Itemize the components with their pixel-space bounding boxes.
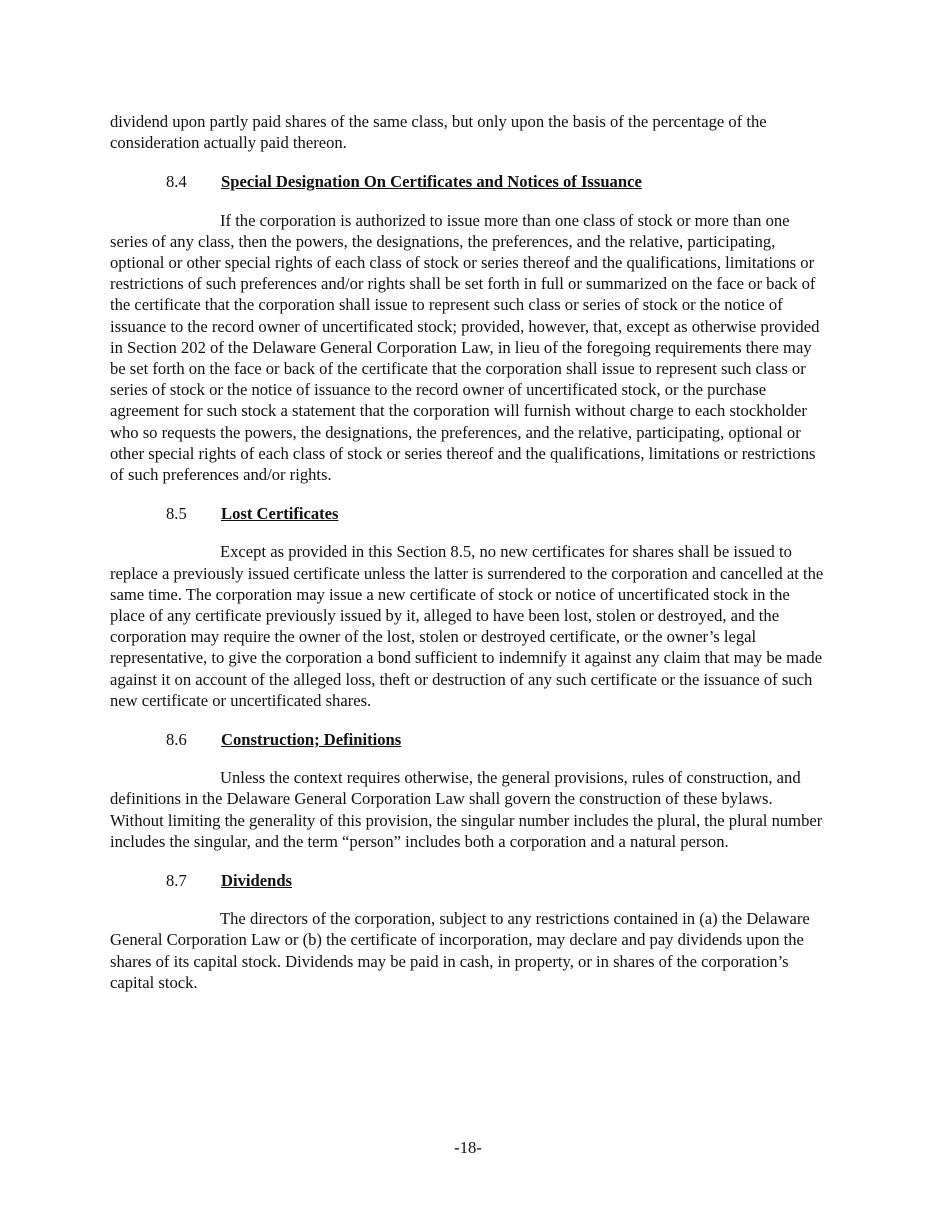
page-number: -18- [454,1138,482,1157]
section-heading-8-6 [110,729,828,750]
section-number: 8.5 [166,504,187,524]
section-heading-8-4 [110,171,828,192]
section-number: 8.4 [166,172,187,192]
section-heading-8-7 [110,870,828,891]
document-page [110,111,828,993]
section-heading-8-5 [110,503,828,524]
section-title: Special Designation On Certificates and Notices of Issuance [221,172,642,192]
section-body-8-6: Unless the context requires otherwise, the general provisions, rules of construction, and definitions in the Delaware General Corporation Law shall govern the construction of these bylaws. Without limiting the generality of this provision, the singular number includes the plural, the plural number includes the singular, and the term “person” includes both a corporation and a natural person. [110,768,823,851]
section-number: 8.7 [166,871,187,891]
intro-paragraph: dividend upon partly paid shares of the same class, but only upon the basis of the percentage of the consideration actually paid thereon. [110,112,767,153]
section-body-8-4: If the corporation is authorized to issue more than one class of stock or more than one series of any class, then the powers, the designations, the preferences, and the relative, participating, optional or other special rights of each class of stock or series thereof and the qualifications, limitations or restrictions of such preferences and/or rights shall be set forth in full or summarized on the face or back of the certificate that the corporation shall issue to represent such class or series of stock or the notice of issuance to the record owner of uncertificated stock; provided, however, that, except as otherwise provided in Section 202 of the Delaware General Corporation Law, in lieu of the foregoing requirements there may be set forth on the face or back of the certificate that the corporation shall issue to represent such class or series of stock or the notice of issuance to the record owner of uncertificated stock, or the purchase agreement for such stock a statement that the corporation will furnish without charge to each stockholder who so requests the powers, the designations, the preferences, and the relative, participating, optional or other special rights of each class of stock or series thereof and the qualifications, limitations or restrictions of such preferences and/or rights. [110,210,820,485]
section-body-8-5: Except as provided in this Section 8.5, no new certificates for shares shall be issued to replace a previously issued certificate unless the latter is surrendered to the corporation and cancelled at the same time. The corporation may issue a new certificate of stock or notice of uncertificated stock in the place of any certificate previously issued by it, alleged to have been lost, stolen or destroyed, and the corporation may require the owner of the lost, stolen or destroyed certificate, or the owner’s legal representative, to give the corporation a bond sufficient to indemnify it against any claim that may be made against it on account of the alleged loss, theft or destruction of any such certificate or the issuance of such new certificate or uncertificated shares. [110,542,824,710]
section-title: Lost Certificates [221,504,339,524]
section-title: Construction; Definitions [221,730,402,750]
section-body-8-7: The directors of the corporation, subject to any restrictions contained in (a) the Delaware General Corporation Law or (b) the certificate of incorporation, may declare and pay dividends upon the shares of its capital stock. Dividends may be paid in cash, in property, or in shares of the corporation’s capital stock. [110,909,810,992]
section-title: Dividends [221,871,293,891]
section-number: 8.6 [166,730,187,750]
